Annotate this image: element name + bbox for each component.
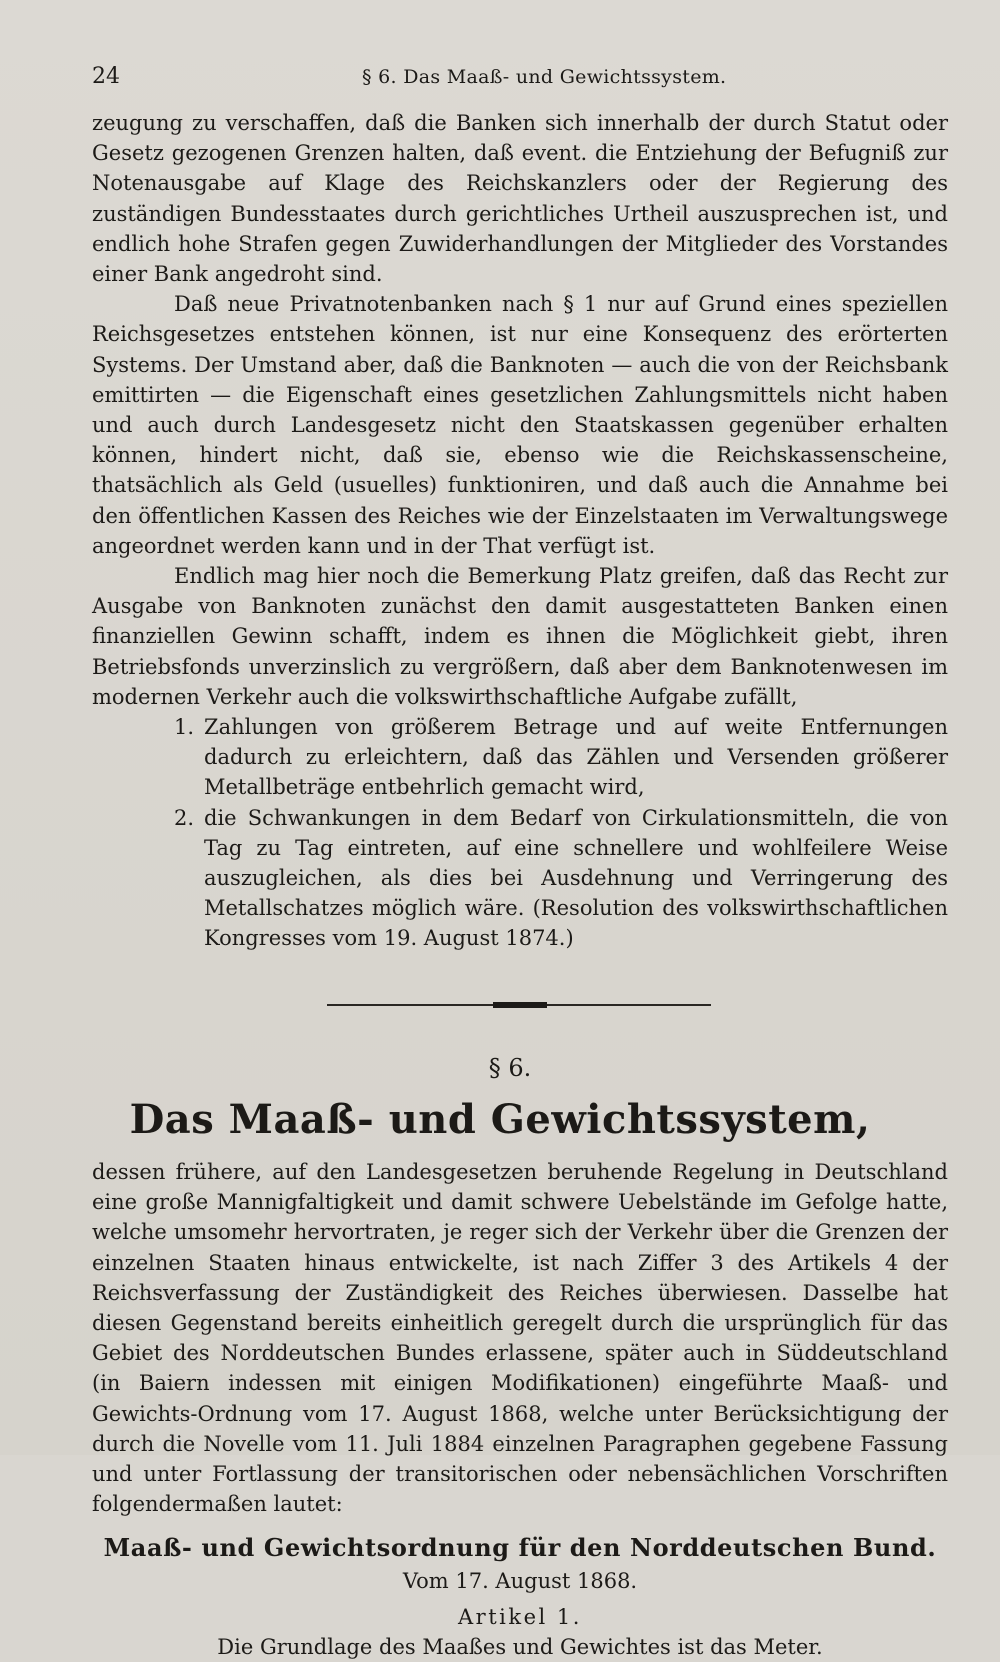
page-number: 24: [92, 64, 120, 89]
article-heading: Artikel 1.: [458, 1604, 582, 1629]
article-text: Die Grundlage des Maaßes und Gewichtes ist das Meter.: [217, 1634, 823, 1659]
list-item-text: die Schwankungen in dem Bedarf von Cirkulationsmitteln, die von Tag zu Tag eintreten, auf eine schnellere und wohlfeilere Weise auszugleichen, als dies bei Ausdehnung und Verringerung des Metallschatzes möglich wäre. (Resolution des volkswirthschaftlichen Kongresses vom 19. August 1874.): [204, 805, 948, 951]
paragraph-measure-system: dessen frühere, auf den Landesgesetzen beruhende Regelung in Deutschland eine große Mannigfaltigkeit und damit schwere Uebelstände im Gefolge hatte, welche umsomehr hervortraten, je reger sich der Verkehr über die Grenzen der einzelnen Staaten hinaus entwickelte, ist nach Ziffer 3 des Artikels 4 der Reichsverfassung der Zuständigkeit des Reiches überwiesen. Dasselbe hat diesen Gegenstand bereits einheitlich geregelt durch die ursprünglich für das Gebiet des Norddeutschen Bundes erlassene, später auch in Süddeutschland (in Baiern indessen mit einigen Modifikationen) eingeführte Maaß- und Gewichts-Ordnung vom 17. August 1868, welche unter Berücksichtigung der durch die Novelle vom 11. Juli 1884 einzelnen Paragraphen gegebene Fassung und unter Fortlassung der transitorischen oder nebensächlichen Vorschriften folgendermaßen lautet:: [92, 1159, 948, 1517]
function-list: [92, 712, 948, 954]
running-head-title: § 6. Das Maaß- und Gewichtssystem.: [362, 66, 727, 88]
list-item: [174, 712, 948, 803]
section-divider: [327, 1002, 711, 1008]
divider-center-bar: [493, 1002, 547, 1008]
list-item-number: 2.: [174, 805, 195, 830]
section-title: Das Maaß- und Gewichtssystem,: [129, 1095, 871, 1143]
paragraph-private-banks: Daß neue Privatnotenbanken nach § 1 nur auf Grund eines speziellen Reichsgesetzes entstehen können, ist nur eine Konsequenz des erörterten Systems. Der Umstand aber, daß die Banknoten — auch die von der Reichsbank emittirten — die Eigenschaft eines gesetzlichen Zahlungsmittels nicht haben und auch durch Landesgesetz nicht den Staatskassen gegenüber erhalten können, hindert nicht, daß sie, ebenso wie die Reichskassenscheine, thatsächlich als Geld (usuelles) funktioniren, und daß auch die Annahme bei den öffentlichen Kassen des Reiches wie der Einzelstaaten im Verwaltungswege angeordnet werden kann und in der That verfügt ist.: [92, 292, 948, 558]
section-number: § 6.: [488, 1053, 532, 1082]
ordinance-date: Vom 17. August 1868.: [402, 1568, 638, 1593]
list-item-text: Zahlungen von größerem Betrage und auf weite Entfernungen dadurch zu erleichtern, daß das Zählen und Versenden größerer Metallbeträge entbehrlich gemacht wird,: [204, 715, 948, 800]
list-item-number: 1.: [174, 715, 195, 740]
running-head: [92, 62, 948, 108]
paragraph-continuation: zeugung zu verschaffen, daß die Banken sich innerhalb der durch Statut oder Gesetz gezogenen Grenzen halten, daß event. die Entziehung der Befugniß zur Notenausgabe auf Klage des Reichskanzlers oder der Regierung des zuständigen Bundesstaates durch gerichtliches Urtheil auszusprechen ist, und endlich hohe Strafen gegen Zuwiderhandlungen der Mitglieder des Vorstandes einer Bank angedroht sind.: [92, 111, 948, 287]
list-item: [174, 803, 948, 954]
ordinance-title: Maaß- und Gewichtsordnung für den Norddeutschen Bund.: [103, 1533, 937, 1563]
paragraph-banknote-function: Endlich mag hier noch die Bemerkung Platz greifen, daß das Recht zur Ausgabe von Banknoten zunächst den damit ausgestatteten Banken einen finanziellen Gewinn schafft, indem es ihnen die Möglichkeit giebt, ihren Betriebsfonds unverzinslich zu vergrößern, daß aber dem Banknotenwesen im modernen Verkehr auch die volkswirthschaftliche Aufgabe zufällt,: [92, 564, 948, 709]
